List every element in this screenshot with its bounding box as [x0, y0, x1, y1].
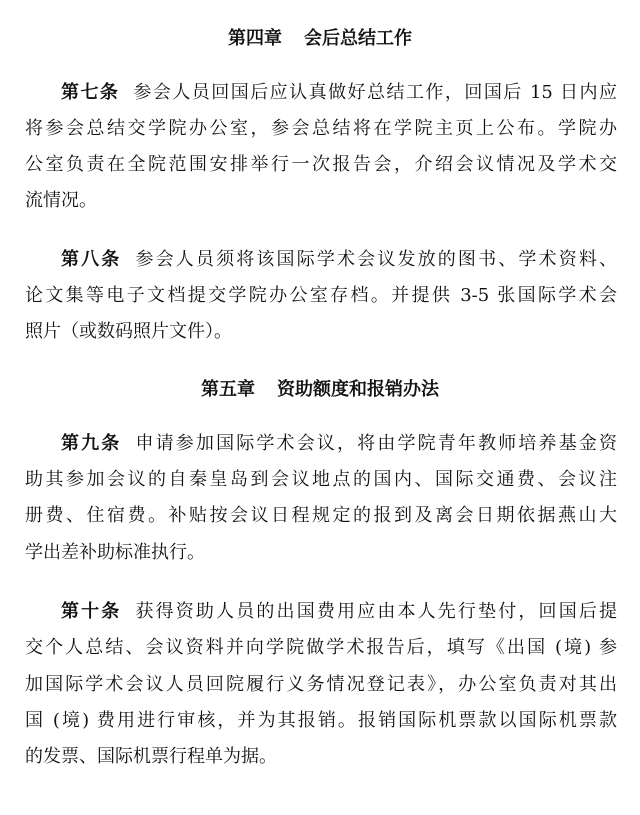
article-10-text-1: 获得资助人员的出国费用应由本人先行垫付，回国后提 — [135, 601, 618, 622]
chapter-5-number: 第五章 — [201, 379, 255, 400]
article-10-line-2: 交个人总结、会议资料并向学院做学术报告后，填写《出国 (境) 参 — [25, 637, 617, 658]
article-7-line-1 — [61, 81, 617, 105]
article-10-line-5: 的发票、国际机票行程单为据。 — [25, 746, 277, 767]
article-10-line-1 — [61, 600, 617, 624]
article-8-line-3: 照片（或数码照片文件）。 — [25, 321, 232, 342]
chapter-5-title: 资助额度和报销办法 — [277, 379, 439, 400]
article-7-line-2: 将参会总结交学院办公室，参会总结将在学院主页上公布。学院办 — [25, 118, 617, 139]
chapter-4-heading — [0, 27, 640, 51]
article-8-text-1: 参会人员须将该国际学术会议发放的图书、学术资料、 — [135, 249, 618, 270]
article-7-text-1: 参会人员回国后应认真做好总结工作，回国后 15 日内应 — [133, 82, 617, 103]
article-10-line-4: 国 (境) 费用进行审核，并为其报销。报销国际机票款以国际机票款 — [25, 710, 617, 731]
article-8-line-1 — [61, 248, 617, 272]
article-9-line-3: 册费、住宿费。补贴按会议日程规定的报到及离会日期依据燕山大 — [25, 505, 617, 526]
article-9-line-1 — [61, 432, 617, 456]
article-9-label: 第九条 — [61, 433, 122, 454]
chapter-4-number: 第四章 — [228, 28, 282, 49]
article-10-label: 第十条 — [61, 601, 122, 622]
article-7-line-4: 流情况。 — [25, 190, 97, 211]
chapter-5-heading — [0, 378, 640, 402]
chapter-4-title: 会后总结工作 — [304, 28, 412, 49]
article-10-line-3: 加国际学术会议人员回院履行义务情况登记表》，办公室负责对其出 — [25, 674, 617, 695]
article-8-line-2: 论文集等电子文档提交学院办公室存档。并提供 3-5 张国际学术会 — [25, 285, 617, 306]
article-8-label: 第八条 — [61, 249, 122, 270]
article-9-text-1: 申请参加国际学术会议，将由学院青年教师培养基金资 — [135, 433, 618, 454]
article-9-line-4: 学出差补助标准执行。 — [25, 542, 205, 563]
article-7-line-3: 公室负责在全院范围安排举行一次报告会，介绍会议情况及学术交 — [25, 154, 617, 175]
article-9-line-2: 助其参加会议的自秦皇岛到会议地点的国内、国际交通费、会议注 — [25, 469, 617, 490]
article-7-label: 第七条 — [61, 82, 120, 103]
